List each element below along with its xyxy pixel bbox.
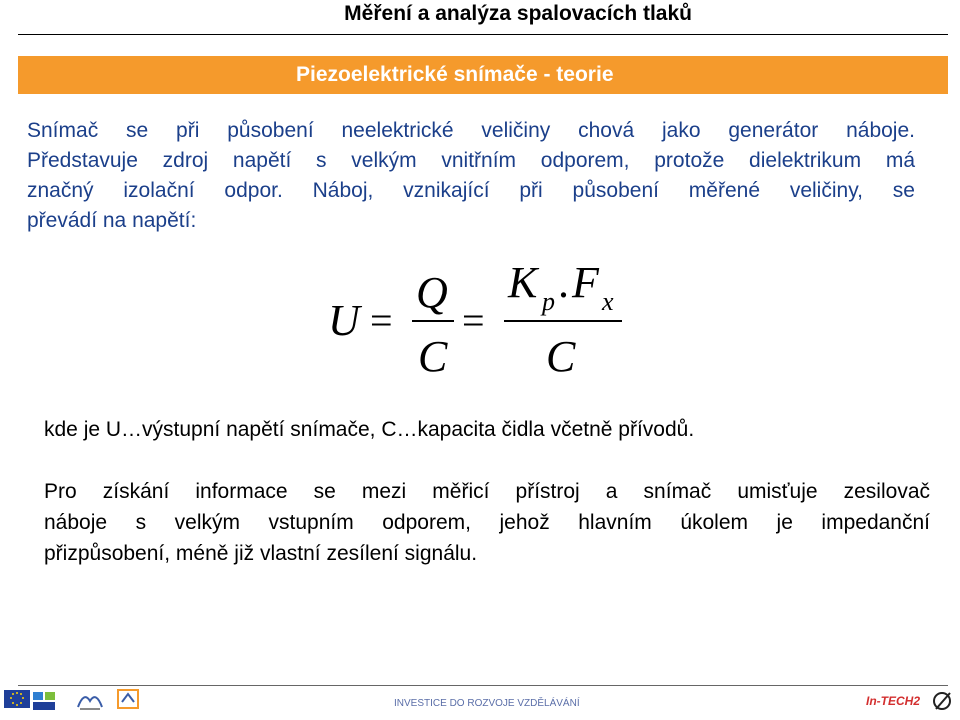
esf-logo <box>32 690 58 717</box>
formula-equals-2: = <box>462 298 485 343</box>
fraction-bar-2 <box>504 320 622 322</box>
ministry-logo <box>74 687 106 718</box>
formula-equals-1: = <box>370 298 393 343</box>
body-paragraph <box>44 476 930 569</box>
formula-q: Q <box>416 268 448 317</box>
body-line: náboje s velkým vstupním odporem, jehož hlavním úkolem je impedanční <box>44 511 930 534</box>
footer-slogan: INVESTICE DO ROZVOJE VZDĚLÁVÁNÍ <box>394 698 580 709</box>
section-subtitle: Piezoelektrické snímače - teorie <box>296 63 614 86</box>
formula-c-1: C <box>418 332 448 381</box>
formula-dot: . <box>558 258 569 307</box>
formula-k: K <box>508 258 538 307</box>
title-divider <box>18 34 948 35</box>
body-line: přizpůsobení, méně již vlastní zesílení signálu. <box>44 542 478 565</box>
body-line: Pro získání informace se mezi měřicí přístroj a snímač umisťuje zesilovač <box>44 480 930 503</box>
fraction-bar-1 <box>412 320 454 322</box>
formula-f: F <box>572 258 599 307</box>
voltage-formula <box>320 255 640 385</box>
section-banner <box>18 56 948 94</box>
svg-text:In-TECH2: In-TECH2 <box>866 694 920 708</box>
intro-line: značný izolační odpor. Náboj, vznikající při působení měřené veličiny, se <box>27 179 915 202</box>
formula-c-2: C <box>546 332 576 381</box>
footer-divider <box>18 685 948 686</box>
intro-paragraph <box>27 116 915 236</box>
formula-u: U <box>328 296 360 345</box>
intro-line: převádí na napětí: <box>27 209 197 232</box>
in-tech2-logo <box>866 689 956 720</box>
formula-subscript-p: p <box>542 287 555 316</box>
formula-subscript-x: x <box>602 287 614 316</box>
page-title: Měření a analýza spalovacích tlaků <box>344 2 692 25</box>
eu-flag-logo <box>4 690 30 715</box>
variable-legend: kde je U…výstupní napětí snímače, C…kapacita čidla včetně přívodů. <box>44 418 695 441</box>
op-logo <box>116 688 142 717</box>
intro-line: Snímač se při působení neelektrické veličiny chová jako generátor náboje. <box>27 119 915 142</box>
intro-line: Představuje zdroj napětí s velkým vnitřním odporem, protože dielektrikum má <box>27 149 915 172</box>
